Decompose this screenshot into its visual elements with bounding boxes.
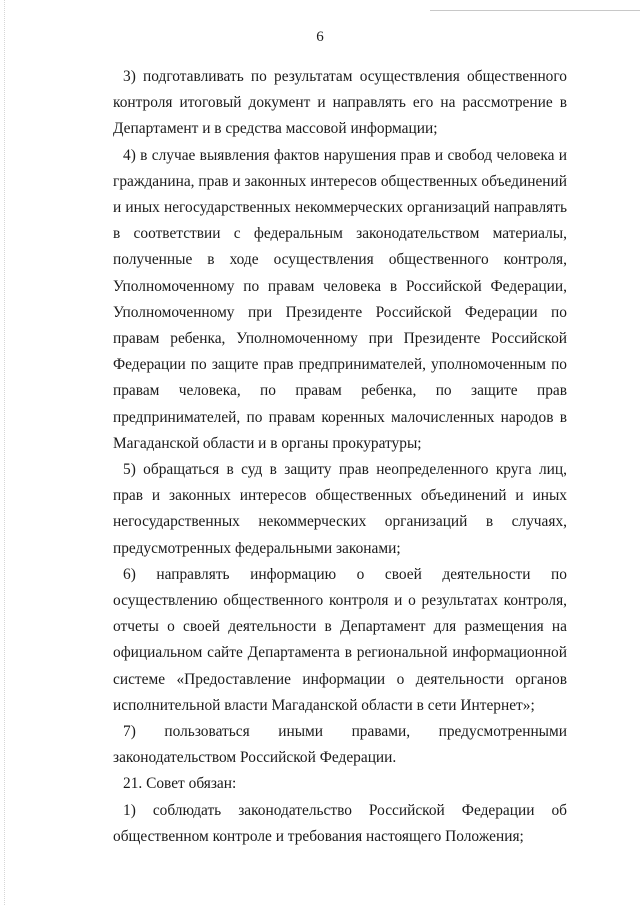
page-number: 6 (316, 29, 324, 45)
scan-artifact-line (430, 10, 640, 11)
paragraph-duty-1: 1) соблюдать законодательство Российской Федерации об общественном контроле и требования настоящего Положения; (113, 801, 567, 845)
paragraph-item-3: 3) подготавливать по результатам осуществления общественного контроля итоговый документ и направлять его на рассмотрение в Департамент и в средства массовой информации; (113, 68, 567, 138)
paragraph-item-7: 7) пользоваться иными правами, предусмотренными законодательством Российской Федерации. (113, 723, 567, 767)
document-body (113, 64, 567, 850)
paragraph-item-5: 5) обращаться в суд в защиту прав неопределенного круга лиц, прав и законных интересов общественных объединений и иных негосударственных некоммерческих организаций в случаях, предусмотренных федеральными законами; (113, 461, 567, 557)
paragraph-item-6: 6) направлять информацию о своей деятельности по осуществлению общественного контроля и о результатах контроля, отчеты о своей деятельности в Департамент для размещения на официальном сайте Департамента в региональной информационной системе «Предоставление информации о деятельности органов исполнительной власти Магаданской области в сети Интернет»; (113, 565, 567, 714)
paragraph-item-4: 4) в случае выявления фактов нарушения прав и свобод человека и гражданина, прав и законных интересов общественных объединений и иных негосударственных некоммерческих организаций направлять в соответствии с федеральным законодательством материалы, полученные в ходе осуществления общественного контроля, Уполномоченному по правам человека в Российской Федерации, Уполномоченному при Президенте Российской Федерации по правам ребенка, Уполномоченному при Президенте Российской Федерации по защите прав предпринимателей, уполномоченным по правам человека, по правам ребенка, по защите прав предпринимателей, по правам коренных малочисленных народов в Магаданской области и в органы прокуратуры; (113, 146, 567, 452)
section-heading-21: 21. Совет обязан: (123, 775, 237, 793)
scan-artifact-edge (4, 0, 5, 905)
